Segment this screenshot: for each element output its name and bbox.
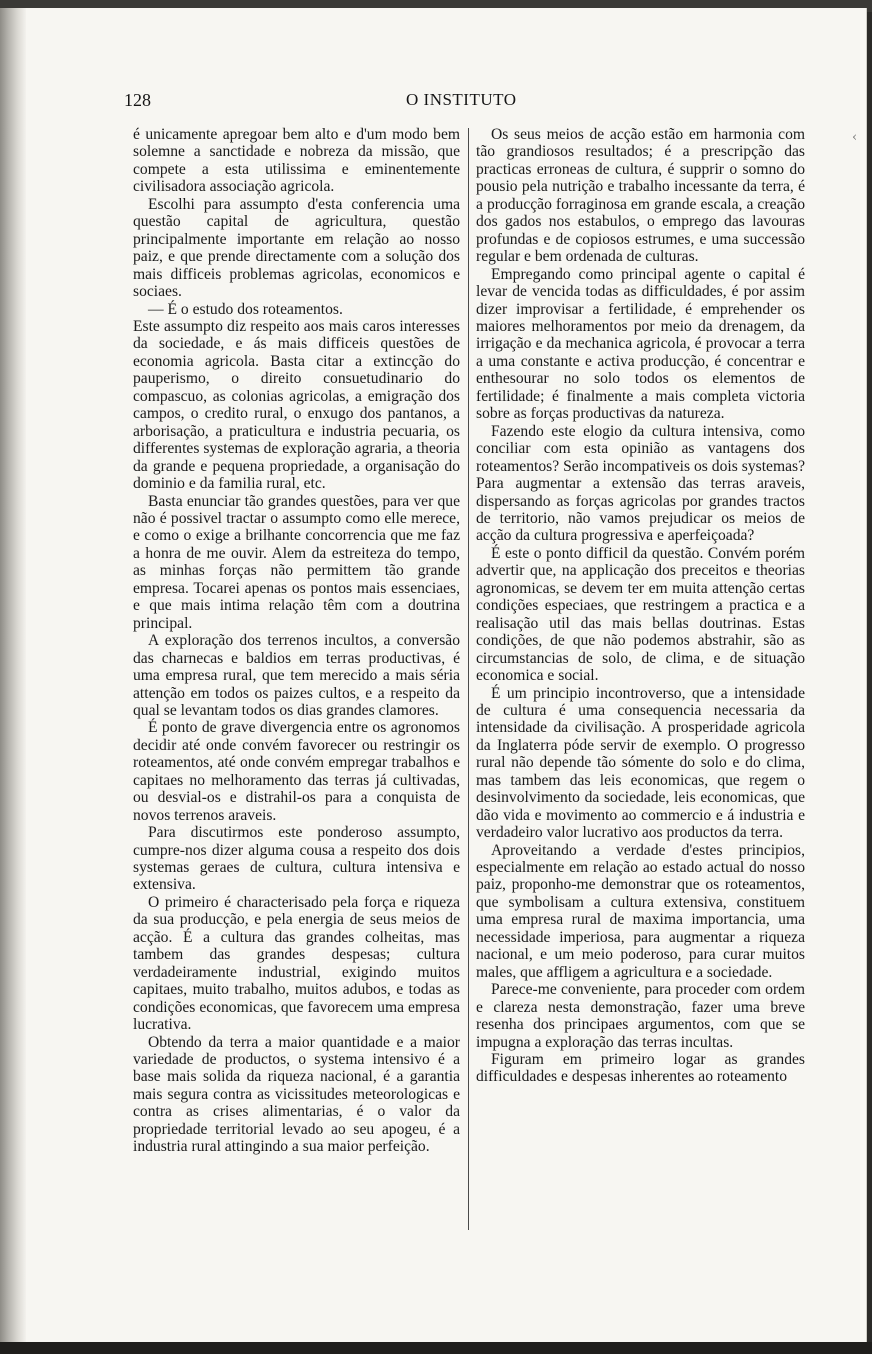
- right-paragraph: Figuram em primeiro logar as grandes difficuldades e despesas inherentes ao roteamento: [476, 1051, 805, 1086]
- left-paragraph: — É o estudo dos roteamentos.: [148, 300, 343, 318]
- right-column: [476, 126, 805, 1086]
- left-paragraph: É ponto de grave divergencia entre os agronomos decidir até onde convém favorecer ou restringir os roteamentos, até onde convém empregar trabalhos e capitaes no melhoramento das terras já cultivadas, ou desvial-os e distrahil-os para a conquista de novos terrenos araveis.: [133, 719, 460, 824]
- left-paragraph: Basta enunciar tão grandes questões, para ver que não é possivel tractar o assumpto como elle merece, e como o exige a brilhante concorrencia que me faz a honra de me ouvir. Alem da estreiteza do tempo, as minhas forças não permittem tão grande empresa. Tocarei apenas os pontos mais essenciaes, e que mais intima relação têm com a doutrina principal.: [133, 492, 460, 632]
- left-paragraph: Este assumpto diz respeito aos mais caros interesses da sociedade, e ás mais difficeis questões de economia agricola. Basta citar a extincção do pauperismo, o direito consuetudinario do compascuo, as colonias agricolas, a emigração dos campos, o credito rural, o enxugo dos pantanos, a arborisação, a praticultura e industria pecuaria, os differentes systemas de exploração agraria, a theoria da grande e pequena propriedade, a organisação do dominio e da familia rural, etc.: [133, 317, 460, 493]
- right-paragraph: Fazendo este elogio da cultura intensiva, como conciliar com esta opinião as vantagens dos roteamentos? Serão incompativeis os dois systemas? Para augmentar a extensão das terras araveis, dispersando as forças agricolas por grandes tractos de territorio, não vamos prejudicar os meios de acção da cultura progressiva e aperfeiçoada?: [476, 422, 805, 545]
- right-paragraph: É este o ponto difficil da questão. Convém porém advertir que, na applicação dos preceitos e theorias agronomicas, se devem ter em muita attenção certas condições especiaes, que restringem a practica e a realisação util das mais bellas doutrinas. Estas condições, de que não podemos abstrahir, são as circumstancias de solo, de clima, e de situação economica e social.: [476, 544, 805, 685]
- page-binding-shadow: [0, 8, 26, 1342]
- left-paragraph: é unicamente apregoar bem alto e d'um modo bem solemne a sanctidade e nobreza da missão, que compete a esta utilissima e eminentemente civilisadora associação agricola.: [133, 126, 460, 196]
- scan-bottom-edge: [0, 1342, 872, 1354]
- right-paragraph: Empregando como principal agente o capital é levar de vencida todas as difficuldades, é por assim dizer improvisar a fertilidade, é emprehender os maiores melhoramentos por meio da drenagem, da irrigação e da mechanica agricola, é provocar a terra a uma constante e activa producção, é concentrar e enthesourar no solo todos os elementos de fertilidade; é finalmente a mais completa victoria sobre as forças productivas da natureza.: [476, 265, 805, 423]
- right-paragraph: É um principio incontroverso, que a intensidade de cultura é uma consequencia necessaria da intensidade da civilisação. A prosperidade agricola da Inglaterra póde servir de exemplo. O progresso rural não depende tão sómente do solo e do clima, mas tambem das leis economicas, que regem o desinvolvimento da sociedade, leis economicas, que dão vida e movimento ao commercio e á industria e verdadeiro valor lucrativo aos productos da terra.: [476, 684, 805, 842]
- running-title: O INSTITUTO: [406, 90, 517, 109]
- left-paragraph: Para discutirmos este ponderoso assumpto, cumpre-nos dizer alguma cousa a respeito dos dois systemas geraes de cultura, cultura intensiva e extensiva.: [133, 824, 460, 894]
- page-number: 128: [124, 90, 151, 110]
- column-divider: [468, 128, 469, 1230]
- right-paragraph: Os seus meios de acção estão em harmonia com tão grandiosos resultados; é a prescripção das practicas erroneas de cultura, é supprir o somno do pousio pela nutrição e trabalho incessante da terra, é a producção forraginosa em grande escala, a creação dos gados nos estabulos, o emprego das lavouras profundas e de copiosos estrumes, e uma successão regular e bem ordenada de culturas.: [476, 126, 805, 266]
- right-paragraph: Aproveitando a verdade d'estes principios, especialmente em relação ao estado actual do nosso paiz, proponho-me demonstrar que os roteamentos, que symbolisam a cultura extensiva, constituem uma empresa rural de maxima importancia, uma necessidade imperiosa, para augmentar a riqueza nacional, e um meio poderoso, para curar muitos males, que affligem a agricultura e a sociedade.: [476, 841, 805, 981]
- left-paragraph: Obtendo da terra a maior quantidade e a maior variedade de productos, o systema intensivo é a base mais solida da riqueza nacional, é a garantia mais segura contra as vicissitudes meteorologicas e contra as crises alimentarias, é o valor da propriedade territorial levado ao seu apogeu, é a industria rural attingindo a sua maior perfeição.: [133, 1033, 460, 1156]
- left-column: [133, 126, 460, 1156]
- left-paragraph: O primeiro é characterisado pela força e riqueza da sua producção, e pela energia de seus meios de acção. É a cultura das grandes colheitas, mas tambem das grandes despesas; cultura verdadeiramente industrial, exigindo muitos capitaes, muito trabalho, muitos adubos, e todas as condições economicas, que favorecem uma empresa lucrativa.: [133, 893, 460, 1034]
- left-paragraph: Escolhi para assumpto d'esta conferencia uma questão capital de agricultura, questão principalmente importante em relação ao nosso paiz, e que prende directamente com a solução dos mais difficeis problemas agricolas, economicos e sociaes.: [133, 195, 460, 301]
- right-paragraph: Parece-me conveniente, para proceder com ordem e clareza nesta demonstração, fazer uma breve resenha dos principaes argumentos, com que se impugna a exploração das terras incultas.: [476, 981, 805, 1051]
- margin-tick-mark: ‹: [852, 130, 858, 145]
- left-paragraph: A exploração dos terrenos incultos, a conversão das charnecas e baldios em terras productivas, é uma empresa rural, que tem merecido a mais séria attenção em todos os paizes cultos, e a respeito da qual se levantam todos os dias grandes clamores.: [133, 632, 460, 719]
